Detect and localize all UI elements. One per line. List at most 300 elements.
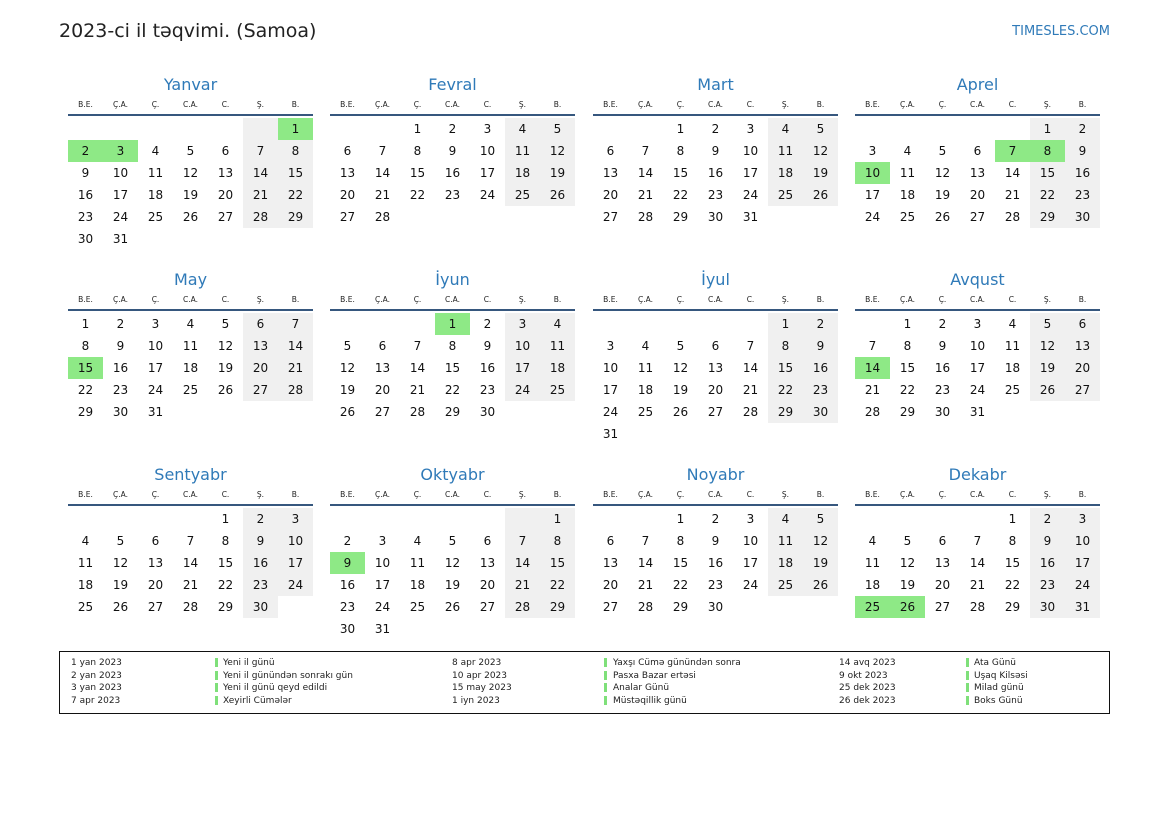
day-cell[interactable]: 30 — [934, 405, 951, 419]
day-cell[interactable]: 27 — [374, 405, 391, 419]
day-cell[interactable]: 14 — [182, 556, 199, 570]
day-cell[interactable]: 8 — [1008, 534, 1017, 548]
day-cell[interactable]: 11 — [899, 166, 916, 180]
day-cell[interactable]: 13 — [707, 361, 724, 375]
day-cell[interactable]: 27 — [217, 210, 234, 224]
day-cell[interactable]: 28 — [1004, 210, 1021, 224]
day-cell[interactable]: 3 — [505, 313, 540, 335]
day-cell[interactable]: 19 — [803, 162, 838, 184]
day-cell[interactable]: 3 — [1065, 508, 1100, 530]
day-cell[interactable]: 20 — [707, 383, 724, 397]
day-cell[interactable]: 29 — [217, 600, 234, 614]
day-cell[interactable]: 27 — [707, 405, 724, 419]
day-cell[interactable]: 24 — [278, 574, 313, 596]
day-cell[interactable]: 15 — [672, 556, 689, 570]
day-cell[interactable]: 25 — [768, 184, 803, 206]
day-cell[interactable]: 20 — [479, 578, 496, 592]
day-cell[interactable]: 16 — [444, 166, 461, 180]
day-cell[interactable]: 28 — [278, 379, 313, 401]
day-cell[interactable]: 18 — [182, 361, 199, 375]
day-cell[interactable]: 13 — [243, 335, 278, 357]
day-cell[interactable]: 6 — [606, 534, 615, 548]
day-cell[interactable]: 26 — [803, 574, 838, 596]
day-cell[interactable]: 7 — [505, 530, 540, 552]
day-cell[interactable]: 21 — [278, 357, 313, 379]
day-cell[interactable]: 29 — [768, 401, 803, 423]
day-cell[interactable]: 31 — [1065, 596, 1100, 618]
day-cell[interactable]: 21 — [409, 383, 426, 397]
day-cell[interactable]: 17 — [505, 357, 540, 379]
day-cell[interactable]: 1 — [81, 317, 90, 331]
day-cell[interactable]: 19 — [899, 578, 916, 592]
day-cell[interactable]: 10 — [969, 339, 986, 353]
day-cell[interactable]: 27 — [1065, 379, 1100, 401]
day-cell[interactable]: 26 — [339, 405, 356, 419]
day-cell[interactable]: 13 — [479, 556, 496, 570]
day-cell[interactable]: 7 — [378, 144, 387, 158]
day-cell[interactable]: 7 — [641, 534, 650, 548]
day-cell[interactable]: 27 — [602, 600, 619, 614]
day-cell[interactable]: 20 — [374, 383, 391, 397]
day-cell[interactable]: 14 — [243, 162, 278, 184]
day-cell[interactable]: 7 — [413, 339, 422, 353]
day-cell[interactable]: 13 — [147, 556, 164, 570]
day-cell[interactable]: 9 — [1030, 530, 1065, 552]
day-cell[interactable]: 15 — [1030, 162, 1065, 184]
day-cell[interactable]: 23 — [243, 574, 278, 596]
day-cell[interactable]: 10 — [112, 166, 129, 180]
day-cell[interactable]: 22 — [899, 383, 916, 397]
day-cell[interactable]: 26 — [540, 184, 575, 206]
day-cell[interactable]: 28 — [969, 600, 986, 614]
day-cell[interactable]: 25 — [182, 383, 199, 397]
day-cell[interactable]: 28 — [243, 206, 278, 228]
day-cell[interactable]: 4 — [641, 339, 650, 353]
day-cell[interactable]: 30 — [77, 232, 94, 246]
day-cell[interactable]: 6 — [938, 534, 947, 548]
day-cell[interactable]: 6 — [378, 339, 387, 353]
day-cell[interactable]: 5 — [116, 534, 125, 548]
day-cell[interactable]: 22 — [672, 188, 689, 202]
day-cell[interactable]: 5 — [803, 508, 838, 530]
day-cell[interactable]: 12 — [112, 556, 129, 570]
day-cell[interactable]: 9 — [803, 335, 838, 357]
day-cell[interactable]: 16 — [1030, 552, 1065, 574]
day-cell[interactable]: 10 — [479, 144, 496, 158]
day-cell[interactable]: 27 — [339, 210, 356, 224]
day-cell[interactable]: 11 — [147, 166, 164, 180]
day-cell[interactable]: 30 — [479, 405, 496, 419]
day-cell[interactable]: 8 — [448, 339, 457, 353]
day-cell[interactable]: 26 — [182, 210, 199, 224]
day-cell[interactable]: 12 — [217, 339, 234, 353]
day-cell[interactable]: 28 — [864, 405, 881, 419]
holiday-day-cell[interactable]: 14 — [855, 357, 890, 379]
day-cell[interactable]: 7 — [243, 140, 278, 162]
holiday-day-cell[interactable]: 3 — [103, 140, 138, 162]
day-cell[interactable]: 6 — [711, 339, 720, 353]
day-cell[interactable]: 12 — [444, 556, 461, 570]
day-cell[interactable]: 16 — [707, 556, 724, 570]
day-cell[interactable]: 16 — [77, 188, 94, 202]
day-cell[interactable]: 28 — [637, 600, 654, 614]
day-cell[interactable]: 2 — [243, 508, 278, 530]
day-cell[interactable]: 21 — [243, 184, 278, 206]
day-cell[interactable]: 25 — [409, 600, 426, 614]
day-cell[interactable]: 30 — [339, 622, 356, 636]
day-cell[interactable]: 30 — [707, 600, 724, 614]
day-cell[interactable]: 17 — [278, 552, 313, 574]
day-cell[interactable]: 13 — [339, 166, 356, 180]
day-cell[interactable]: 30 — [112, 405, 129, 419]
day-cell[interactable]: 11 — [1004, 339, 1021, 353]
day-cell[interactable]: 31 — [374, 622, 391, 636]
day-cell[interactable]: 19 — [934, 188, 951, 202]
day-cell[interactable]: 6 — [243, 313, 278, 335]
day-cell[interactable]: 8 — [903, 339, 912, 353]
holiday-day-cell[interactable]: 15 — [68, 357, 103, 379]
holiday-day-cell[interactable]: 10 — [855, 162, 890, 184]
day-cell[interactable]: 22 — [540, 574, 575, 596]
day-cell[interactable]: 8 — [81, 339, 90, 353]
day-cell[interactable]: 28 — [505, 596, 540, 618]
day-cell[interactable]: 14 — [969, 556, 986, 570]
day-cell[interactable]: 10 — [602, 361, 619, 375]
brand-link[interactable]: TIMESLES.COM — [1012, 24, 1110, 39]
day-cell[interactable]: 21 — [864, 383, 881, 397]
day-cell[interactable]: 29 — [444, 405, 461, 419]
day-cell[interactable]: 10 — [742, 144, 759, 158]
day-cell[interactable]: 2 — [116, 317, 125, 331]
day-cell[interactable]: 17 — [112, 188, 129, 202]
day-cell[interactable]: 7 — [868, 339, 877, 353]
day-cell[interactable]: 12 — [803, 530, 838, 552]
day-cell[interactable]: 29 — [77, 405, 94, 419]
day-cell[interactable]: 19 — [444, 578, 461, 592]
day-cell[interactable]: 9 — [938, 339, 947, 353]
day-cell[interactable]: 11 — [409, 556, 426, 570]
day-cell[interactable]: 12 — [182, 166, 199, 180]
day-cell[interactable]: 23 — [444, 188, 461, 202]
day-cell[interactable]: 7 — [186, 534, 195, 548]
day-cell[interactable]: 18 — [1004, 361, 1021, 375]
day-cell[interactable]: 10 — [505, 335, 540, 357]
day-cell[interactable]: 29 — [899, 405, 916, 419]
day-cell[interactable]: 18 — [505, 162, 540, 184]
day-cell[interactable]: 14 — [409, 361, 426, 375]
day-cell[interactable]: 12 — [934, 166, 951, 180]
day-cell[interactable]: 21 — [1004, 188, 1021, 202]
day-cell[interactable]: 10 — [374, 556, 391, 570]
day-cell[interactable]: 25 — [899, 210, 916, 224]
day-cell[interactable]: 14 — [637, 556, 654, 570]
day-cell[interactable]: 28 — [742, 405, 759, 419]
day-cell[interactable]: 13 — [1065, 335, 1100, 357]
day-cell[interactable]: 29 — [1004, 600, 1021, 614]
day-cell[interactable]: 23 — [479, 383, 496, 397]
day-cell[interactable]: 23 — [112, 383, 129, 397]
day-cell[interactable]: 17 — [602, 383, 619, 397]
day-cell[interactable]: 18 — [147, 188, 164, 202]
day-cell[interactable]: 12 — [899, 556, 916, 570]
day-cell[interactable]: 31 — [602, 427, 619, 441]
day-cell[interactable]: 31 — [969, 405, 986, 419]
day-cell[interactable]: 26 — [444, 600, 461, 614]
day-cell[interactable]: 13 — [934, 556, 951, 570]
day-cell[interactable]: 14 — [637, 166, 654, 180]
day-cell[interactable]: 6 — [973, 144, 982, 158]
day-cell[interactable]: 7 — [278, 313, 313, 335]
day-cell[interactable]: 17 — [147, 361, 164, 375]
day-cell[interactable]: 30 — [1065, 206, 1100, 228]
day-cell[interactable]: 5 — [803, 118, 838, 140]
day-cell[interactable]: 9 — [81, 166, 90, 180]
day-cell[interactable]: 3 — [378, 534, 387, 548]
day-cell[interactable]: 5 — [938, 144, 947, 158]
day-cell[interactable]: 19 — [112, 578, 129, 592]
day-cell[interactable]: 4 — [1008, 317, 1017, 331]
holiday-day-cell[interactable]: 9 — [330, 552, 365, 574]
day-cell[interactable]: 14 — [1004, 166, 1021, 180]
day-cell[interactable]: 25 — [77, 600, 94, 614]
day-cell[interactable]: 16 — [479, 361, 496, 375]
holiday-day-cell[interactable]: 8 — [1030, 140, 1065, 162]
day-cell[interactable]: 13 — [602, 166, 619, 180]
day-cell[interactable]: 10 — [278, 530, 313, 552]
day-cell[interactable]: 1 — [903, 317, 912, 331]
day-cell[interactable]: 16 — [112, 361, 129, 375]
day-cell[interactable]: 2 — [343, 534, 352, 548]
day-cell[interactable]: 27 — [243, 379, 278, 401]
day-cell[interactable]: 16 — [1065, 162, 1100, 184]
day-cell[interactable]: 13 — [217, 166, 234, 180]
day-cell[interactable]: 2 — [448, 122, 457, 136]
day-cell[interactable]: 8 — [413, 144, 422, 158]
day-cell[interactable]: 24 — [602, 405, 619, 419]
day-cell[interactable]: 1 — [676, 512, 685, 526]
day-cell[interactable]: 24 — [969, 383, 986, 397]
day-cell[interactable]: 18 — [864, 578, 881, 592]
day-cell[interactable]: 23 — [707, 188, 724, 202]
day-cell[interactable]: 19 — [803, 552, 838, 574]
day-cell[interactable]: 21 — [637, 188, 654, 202]
day-cell[interactable]: 18 — [637, 383, 654, 397]
day-cell[interactable]: 1 — [1030, 118, 1065, 140]
day-cell[interactable]: 22 — [1030, 184, 1065, 206]
day-cell[interactable]: 5 — [903, 534, 912, 548]
day-cell[interactable]: 10 — [1065, 530, 1100, 552]
day-cell[interactable]: 23 — [803, 379, 838, 401]
holiday-day-cell[interactable]: 1 — [278, 118, 313, 140]
day-cell[interactable]: 19 — [540, 162, 575, 184]
day-cell[interactable]: 11 — [182, 339, 199, 353]
day-cell[interactable]: 16 — [707, 166, 724, 180]
day-cell[interactable]: 24 — [479, 188, 496, 202]
day-cell[interactable]: 4 — [505, 118, 540, 140]
day-cell[interactable]: 16 — [243, 552, 278, 574]
day-cell[interactable]: 11 — [768, 530, 803, 552]
day-cell[interactable]: 4 — [768, 508, 803, 530]
day-cell[interactable]: 2 — [938, 317, 947, 331]
day-cell[interactable]: 25 — [147, 210, 164, 224]
day-cell[interactable]: 25 — [768, 574, 803, 596]
day-cell[interactable]: 9 — [243, 530, 278, 552]
day-cell[interactable]: 19 — [1030, 357, 1065, 379]
day-cell[interactable]: 12 — [672, 361, 689, 375]
day-cell[interactable]: 21 — [182, 578, 199, 592]
day-cell[interactable]: 29 — [1030, 206, 1065, 228]
day-cell[interactable]: 3 — [746, 122, 755, 136]
day-cell[interactable]: 8 — [221, 534, 230, 548]
day-cell[interactable]: 6 — [483, 534, 492, 548]
day-cell[interactable]: 24 — [112, 210, 129, 224]
day-cell[interactable]: 16 — [934, 361, 951, 375]
day-cell[interactable]: 22 — [278, 184, 313, 206]
day-cell[interactable]: 20 — [602, 188, 619, 202]
day-cell[interactable]: 9 — [483, 339, 492, 353]
day-cell[interactable]: 17 — [742, 556, 759, 570]
holiday-day-cell[interactable]: 25 — [855, 596, 890, 618]
day-cell[interactable]: 28 — [409, 405, 426, 419]
day-cell[interactable]: 23 — [1065, 184, 1100, 206]
day-cell[interactable]: 8 — [768, 335, 803, 357]
day-cell[interactable]: 20 — [243, 357, 278, 379]
day-cell[interactable]: 15 — [217, 556, 234, 570]
day-cell[interactable]: 29 — [672, 600, 689, 614]
day-cell[interactable]: 7 — [641, 144, 650, 158]
day-cell[interactable]: 23 — [707, 578, 724, 592]
day-cell[interactable]: 13 — [374, 361, 391, 375]
day-cell[interactable]: 17 — [969, 361, 986, 375]
day-cell[interactable]: 24 — [864, 210, 881, 224]
day-cell[interactable]: 12 — [339, 361, 356, 375]
day-cell[interactable]: 25 — [1004, 383, 1021, 397]
day-cell[interactable]: 3 — [483, 122, 492, 136]
day-cell[interactable]: 12 — [1030, 335, 1065, 357]
day-cell[interactable]: 16 — [339, 578, 356, 592]
day-cell[interactable]: 18 — [899, 188, 916, 202]
day-cell[interactable]: 23 — [77, 210, 94, 224]
day-cell[interactable]: 9 — [448, 144, 457, 158]
day-cell[interactable]: 5 — [676, 339, 685, 353]
day-cell[interactable]: 13 — [602, 556, 619, 570]
day-cell[interactable]: 15 — [768, 357, 803, 379]
day-cell[interactable]: 20 — [934, 578, 951, 592]
day-cell[interactable]: 11 — [505, 140, 540, 162]
day-cell[interactable]: 12 — [803, 140, 838, 162]
day-cell[interactable]: 13 — [969, 166, 986, 180]
day-cell[interactable]: 30 — [243, 596, 278, 618]
day-cell[interactable]: 9 — [116, 339, 125, 353]
day-cell[interactable]: 5 — [343, 339, 352, 353]
holiday-day-cell[interactable]: 2 — [68, 140, 103, 162]
day-cell[interactable]: 15 — [899, 361, 916, 375]
day-cell[interactable]: 28 — [374, 210, 391, 224]
day-cell[interactable]: 27 — [479, 600, 496, 614]
day-cell[interactable]: 19 — [339, 383, 356, 397]
day-cell[interactable]: 30 — [707, 210, 724, 224]
day-cell[interactable]: 22 — [672, 578, 689, 592]
day-cell[interactable]: 14 — [278, 335, 313, 357]
day-cell[interactable]: 25 — [505, 184, 540, 206]
day-cell[interactable]: 2 — [711, 122, 720, 136]
day-cell[interactable]: 2 — [1065, 118, 1100, 140]
day-cell[interactable]: 20 — [969, 188, 986, 202]
day-cell[interactable]: 21 — [505, 574, 540, 596]
day-cell[interactable]: 26 — [672, 405, 689, 419]
day-cell[interactable]: 14 — [505, 552, 540, 574]
day-cell[interactable]: 19 — [672, 383, 689, 397]
day-cell[interactable]: 27 — [602, 210, 619, 224]
day-cell[interactable]: 10 — [742, 534, 759, 548]
day-cell[interactable]: 24 — [147, 383, 164, 397]
day-cell[interactable]: 20 — [217, 188, 234, 202]
day-cell[interactable]: 15 — [409, 166, 426, 180]
day-cell[interactable]: 2 — [1030, 508, 1065, 530]
day-cell[interactable]: 20 — [1065, 357, 1100, 379]
day-cell[interactable]: 1 — [413, 122, 422, 136]
day-cell[interactable]: 23 — [934, 383, 951, 397]
day-cell[interactable]: 12 — [540, 140, 575, 162]
day-cell[interactable]: 24 — [1065, 574, 1100, 596]
day-cell[interactable]: 6 — [221, 144, 230, 158]
day-cell[interactable]: 7 — [746, 339, 755, 353]
day-cell[interactable]: 29 — [540, 596, 575, 618]
day-cell[interactable]: 1 — [676, 122, 685, 136]
day-cell[interactable]: 26 — [217, 383, 234, 397]
day-cell[interactable]: 21 — [969, 578, 986, 592]
day-cell[interactable]: 21 — [637, 578, 654, 592]
day-cell[interactable]: 31 — [112, 232, 129, 246]
day-cell[interactable]: 6 — [1065, 313, 1100, 335]
day-cell[interactable]: 24 — [505, 379, 540, 401]
day-cell[interactable]: 8 — [676, 534, 685, 548]
day-cell[interactable]: 28 — [637, 210, 654, 224]
day-cell[interactable]: 8 — [540, 530, 575, 552]
day-cell[interactable]: 20 — [147, 578, 164, 592]
day-cell[interactable]: 5 — [186, 144, 195, 158]
day-cell[interactable]: 22 — [444, 383, 461, 397]
day-cell[interactable]: 15 — [444, 361, 461, 375]
holiday-day-cell[interactable]: 7 — [995, 140, 1030, 162]
day-cell[interactable]: 2 — [803, 313, 838, 335]
day-cell[interactable]: 17 — [1065, 552, 1100, 574]
day-cell[interactable]: 15 — [672, 166, 689, 180]
holiday-day-cell[interactable]: 26 — [890, 596, 925, 618]
day-cell[interactable]: 4 — [413, 534, 422, 548]
day-cell[interactable]: 11 — [637, 361, 654, 375]
day-cell[interactable]: 29 — [278, 206, 313, 228]
day-cell[interactable]: 19 — [217, 361, 234, 375]
day-cell[interactable]: 4 — [868, 534, 877, 548]
day-cell[interactable]: 3 — [151, 317, 160, 331]
day-cell[interactable]: 4 — [151, 144, 160, 158]
day-cell[interactable]: 10 — [147, 339, 164, 353]
day-cell[interactable]: 5 — [1030, 313, 1065, 335]
day-cell[interactable]: 6 — [151, 534, 160, 548]
day-cell[interactable]: 11 — [768, 140, 803, 162]
day-cell[interactable]: 25 — [637, 405, 654, 419]
day-cell[interactable]: 22 — [217, 578, 234, 592]
day-cell[interactable]: 4 — [540, 313, 575, 335]
day-cell[interactable]: 22 — [1004, 578, 1021, 592]
day-cell[interactable]: 15 — [540, 552, 575, 574]
day-cell[interactable]: 29 — [672, 210, 689, 224]
day-cell[interactable]: 5 — [221, 317, 230, 331]
day-cell[interactable]: 3 — [746, 512, 755, 526]
day-cell[interactable]: 17 — [742, 166, 759, 180]
day-cell[interactable]: 14 — [374, 166, 391, 180]
